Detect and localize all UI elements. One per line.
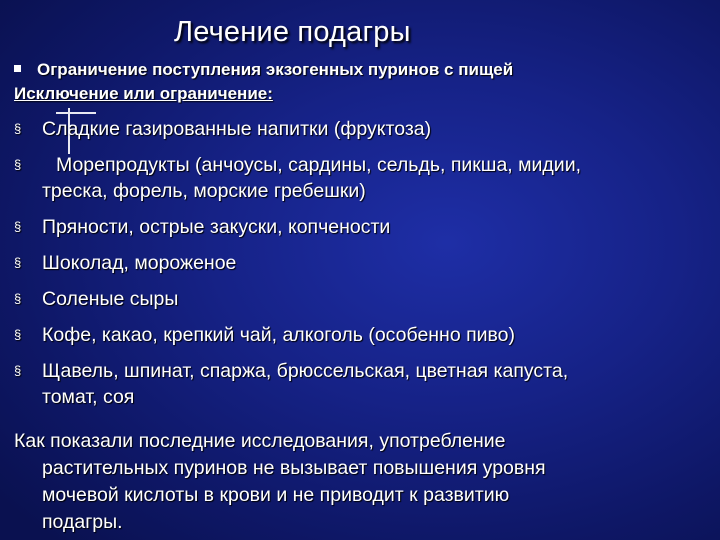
heading-text-2: Исключение или ограничение: [14,84,273,103]
list-item-line-2: томат, соя [42,386,135,408]
section-bullet-icon: § [14,363,22,378]
section-heading [14,58,513,106]
section-bullet-icon: § [14,121,22,136]
list-item [14,322,714,348]
section-bullet-icon: § [14,291,22,306]
list-item [14,358,714,410]
list-item-line-1: Морепродукты (анчоусы, сардины, сельдь, пикша, мидии, [56,154,582,176]
list-item-text: Пряности, острые закуски, копчености [42,216,391,238]
list-item [14,250,714,276]
heading-line-2 [14,82,513,106]
footer-line-3: мочевой кислоты в крови и не приводит к развитию [42,484,510,506]
list-item-line-2: треска, форель, морские гребешки) [42,180,366,202]
heading-text-1: Ограничение поступления экзогенных пуринов с пищей [37,60,514,79]
list-item [14,116,714,142]
slide-title: Лечение подагры [174,16,411,48]
list-item-text: Кофе, какао, крепкий чай, алкоголь (особенно пиво) [42,324,516,346]
square-bullet-icon [14,65,21,72]
heading-line-1 [14,58,513,82]
list-item [14,286,714,312]
list-item-text [42,360,714,410]
list-item-text [42,152,714,204]
restriction-list [14,116,714,420]
section-bullet-icon: § [14,219,22,234]
list-item [14,214,714,240]
footer-line-1: Как показали последние исследования, употребление [14,430,506,452]
list-item-line-1: Щавель, шпинат, спаржа, брюссельская, цветная капуста, [42,360,569,382]
section-bullet-icon: § [14,255,22,270]
section-bullet-icon: § [14,327,22,342]
footer-note [14,428,714,536]
footer-line-2: растительных пуринов не вызывает повышения уровня [42,457,546,479]
list-item-text: Шоколад, мороженое [42,252,237,274]
list-item-text: Сладкие газированные напитки (фруктоза) [42,118,432,140]
section-bullet-icon: § [14,157,22,172]
decorative-line-horizontal [56,112,96,114]
footer-line-4: подагры. [42,511,123,533]
list-item [14,152,714,204]
list-item-text: Соленые сыры [42,288,179,310]
